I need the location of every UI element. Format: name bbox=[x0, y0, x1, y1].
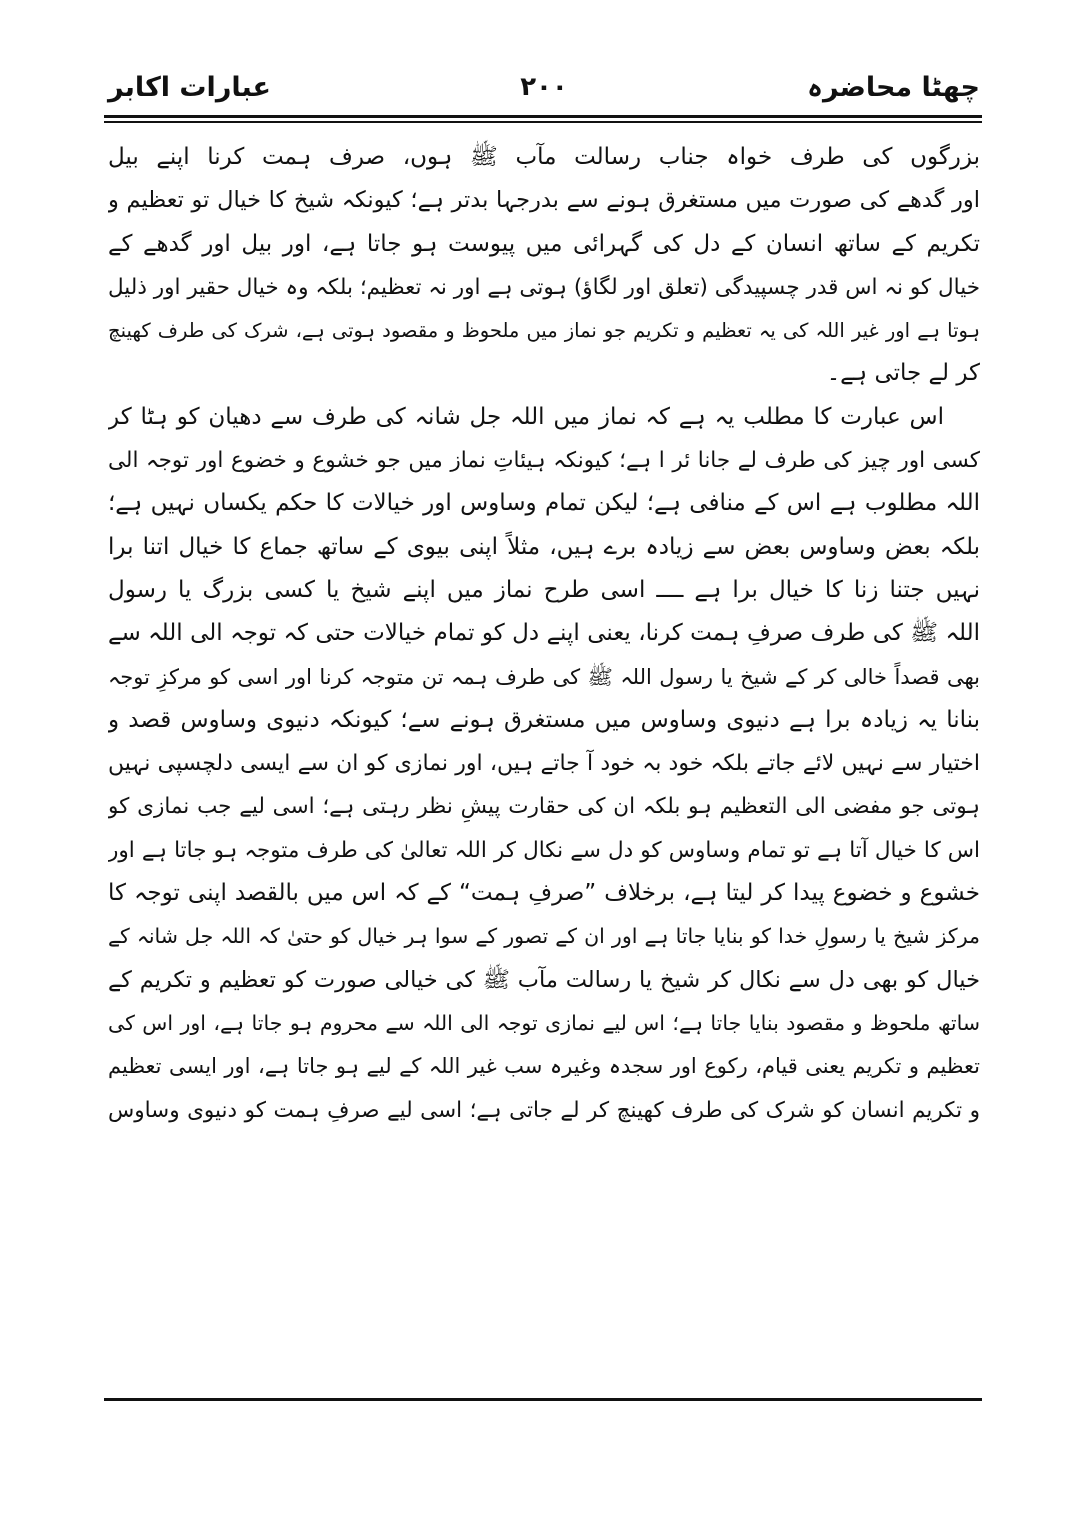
text-line: اللہ مطلوب ہے اس کے منافی ہے؛ لیکن تمام وساوس اور خیالات کا حکم یکساں نہیں ہے؛ bbox=[108, 490, 980, 517]
page-header bbox=[108, 72, 980, 118]
text-line: اختیار سے نہیں لائے جاتے بلکہ خود بہ خود آ جاتے ہیں، اور نمازی کو ان سے ایسی دلچسپی نہیں bbox=[108, 751, 980, 777]
header-rule-thick bbox=[104, 115, 982, 118]
text-line: ہوتا ہے اور غیر اللہ کی یہ تعظیم و تکریم جو نماز میں ملحوظ و مقصود ہوتی ہے، شرک کی طرف کھینچ bbox=[108, 319, 980, 343]
text-line: اور گدھے کی صورت میں مستغرق ہونے سے بدرجہا بدتر ہے؛ کیونکہ شیخ کا خیال تو تعظیم و bbox=[108, 187, 980, 214]
text-line: کر لے جاتی ہے۔ bbox=[826, 360, 980, 387]
text-line: ہوتی جو مفضی الی التعظیم ہو بلکہ ان کی حقارت پیشِ نظر رہتی ہے؛ اسی لیے جب نمازی کو bbox=[108, 794, 980, 820]
text-line: اس کا خیال آتا ہے تو تمام وساوس کو دل سے نکال کر اللہ تعالیٰ کی طرف متوجہ ہو جاتا ہے اور bbox=[108, 837, 980, 863]
chapter-title: چھٹا محاضرہ bbox=[807, 72, 980, 103]
text-line: بنانا یہ زیادہ برا ہے دنیوی وساوس میں مستغرق ہونے سے؛ کیونکہ دنیوی وساوس قصد و bbox=[108, 706, 980, 733]
text-line: مرکز شیخ یا رسولِ خدا کو بنایا جاتا ہے اور ان کے تصور کے سوا ہر خیال کو حتیٰ کہ اللہ جل شانہ کے bbox=[108, 924, 980, 949]
text-line: تعظیم و تکریم یعنی قیام، رکوع اور سجدہ وغیرہ سب غیر اللہ کے لیے ہو جاتا ہے، اور ایسی تعظیم bbox=[108, 1054, 980, 1079]
text-line: اس عبارت کا مطلب یہ ہے کہ نماز میں اللہ جل شانہ کی طرف سے دھیان کو ہٹا کر bbox=[108, 403, 944, 430]
body-text bbox=[108, 136, 980, 1392]
text-line: بزرگوں کی طرف خواہ جناب رسالت مآب ﷺ ہوں، صرف ہمت کرنا اپنے بیل bbox=[108, 144, 980, 170]
text-line: خشوع و خضوع پیدا کر لیتا ہے، برخلاف ”صرفِ ہمت“ کے کہ اس میں بالقصد اپنی توجہ کا bbox=[108, 880, 980, 907]
text-line: و تکریم انسان کو شرک کی طرف کھینچ کر لے جاتی ہے؛ اسی لیے صرفِ ہمت کو دنیوی وساوس bbox=[108, 1097, 980, 1123]
footer-rule bbox=[104, 1398, 982, 1401]
text-line: اللہ ﷺ کی طرف صرفِ ہمت کرنا، یعنی اپنے دل کو تمام خیالات حتی کہ توجہ الی اللہ سے bbox=[108, 620, 980, 647]
text-line: کسی اور چیز کی طرف لے جانا ئر ا ہے؛ کیونکہ ہیئاتِ نماز میں جو خشوع و خضوع اور توجہ الی bbox=[108, 448, 980, 474]
text-line: نہیں جتنا زنا کا خیال برا ہے ــــ اسی طرح نماز میں اپنے شیخ یا کسی بزرگ یا رسول bbox=[108, 576, 980, 603]
text-line: خیال کو بھی دل سے نکال کر شیخ یا رسالت مآب ﷺ کی خیالی صورت کو تعظیم و تکریم کے bbox=[108, 966, 980, 993]
text-line: خیال کو نہ اس قدر چسپیدگی (تعلق اور لگاؤ) ہوتی ہے اور نہ تعظیم؛ بلکہ وہ خیال حقیر اور ذلیل bbox=[108, 274, 980, 300]
page-number: ۲۰۰ bbox=[520, 72, 568, 102]
book-title: عبارات اکابر bbox=[108, 72, 271, 103]
text-line: بھی قصداً خالی کر کے شیخ یا رسول اللہ ﷺ کی طرف ہمہ تن متوجہ کرنا اور اسی کو مرکزِ توجہ bbox=[108, 664, 980, 689]
text-line: بلکہ بعض وساوس بعض سے زیادہ برے ہیں، مثلاً اپنی بیوی کے ساتھ جماع کا خیال اتنا برا bbox=[108, 533, 980, 560]
header-rule-thin bbox=[104, 121, 982, 123]
text-line: تکریم کے ساتھ انسان کے دل کی گہرائی میں پیوست ہو جاتا ہے، اور بیل اور گدھے کے bbox=[108, 230, 980, 257]
text-line: ساتھ ملحوظ و مقصود بنایا جاتا ہے؛ اس لیے نمازی توجہ الی اللہ سے محروم ہو جاتا ہے، اور اس کی bbox=[108, 1010, 980, 1035]
